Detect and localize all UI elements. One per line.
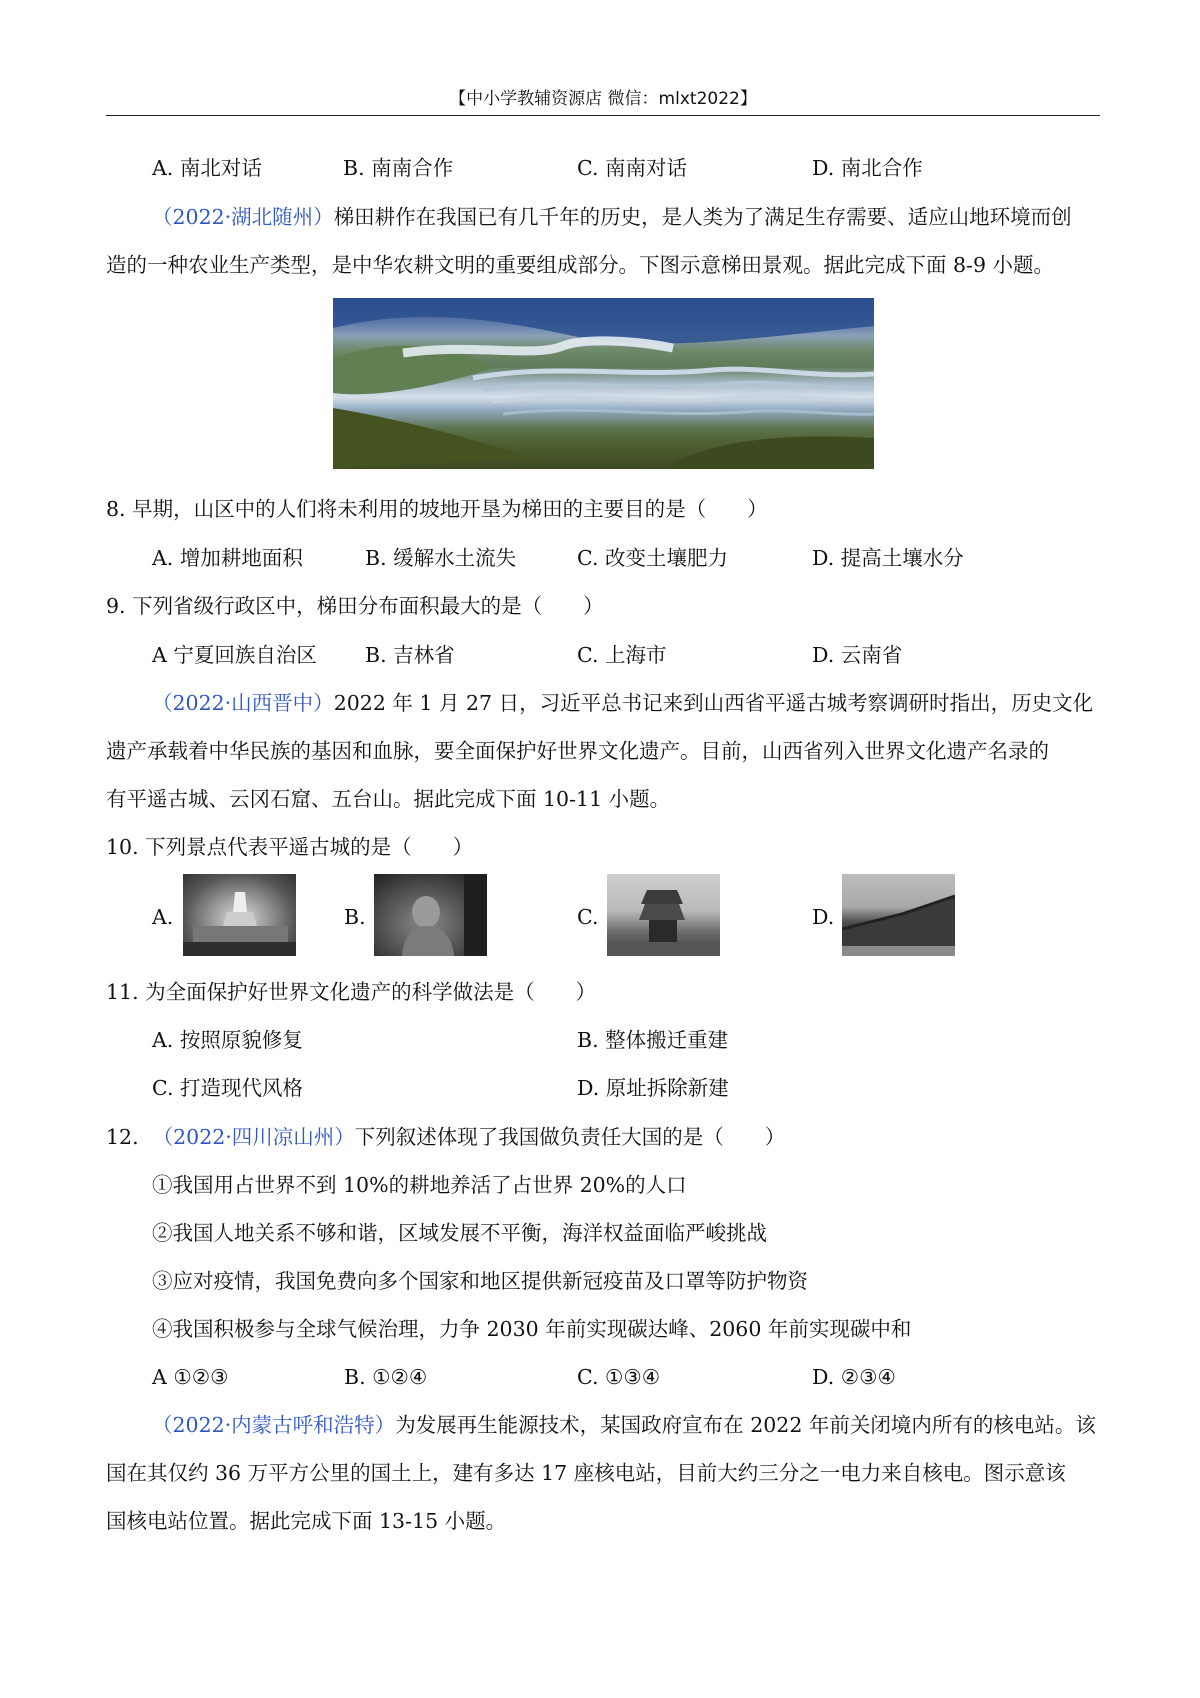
wooden-tower-image [607, 874, 720, 956]
intro-8-9-line-1: （2022·湖北随州）梯田耕作在我国已有几千年的历史，是人类为了满足生存需要、适应山地环境而创 [152, 205, 1072, 229]
q12-stem: 12. （2022·四川凉山州）下列叙述体现了我国做负责任大国的是（ ） [106, 1125, 786, 1149]
q9-option-a: A 宁夏回族自治区 [152, 643, 317, 667]
header-divider [106, 115, 1100, 116]
intro-8-9-source: （2022·湖北随州） [152, 205, 334, 229]
q7-option-c: C. 南南对话 [577, 156, 687, 180]
q8-option-d: D. 提高土壤水分 [812, 546, 964, 570]
q8-option-c: C. 改变土壤肥力 [577, 546, 728, 570]
q11-option-d: D. 原址拆除新建 [577, 1076, 729, 1100]
q11-stem: 11. 为全面保护好世界文化遗产的科学做法是（ ） [106, 980, 597, 1004]
q8-option-b: B. 缓解水土流失 [365, 546, 517, 570]
q12-item-3: ③应对疫情，我国免费向多个国家和地区提供新冠疫苗及口罩等防护物资 [152, 1269, 808, 1293]
intro-13-15-source: （2022·内蒙古呼和浩特） [152, 1413, 396, 1437]
q12-option-b: B. ①②④ [344, 1365, 428, 1389]
intro-13-15-line-1: （2022·内蒙古呼和浩特）为发展再生能源技术，某国政府宣布在 2022 年前关闭境内所有的核电站。该 [152, 1413, 1096, 1437]
pagoda-temple-image [183, 874, 296, 956]
q9-option-b: B. 吉林省 [365, 643, 455, 667]
q10-stem: 10. 下列景点代表平遥古城的是（ ） [106, 835, 474, 859]
q9-option-c: C. 上海市 [577, 643, 667, 667]
terrace-landscape-photo [333, 298, 874, 469]
q10-option-c-label: C. [577, 905, 599, 929]
q7-option-d: D. 南北合作 [812, 156, 923, 180]
q10-option-a-label: A. [152, 905, 174, 929]
intro-8-9-line-2: 造的一种农业生产类型，是中华农耕文明的重要组成部分。下图示意梯田景观。据此完成下面 8-9 小题。 [106, 253, 1055, 277]
q10-option-a-photo [183, 874, 296, 956]
q11-option-b: B. 整体搬迁重建 [577, 1028, 729, 1052]
page-header: 【中小学教辅资源店 微信：mlxt2022】 [449, 89, 757, 109]
q12-item-1: ①我国用占世界不到 10%的耕地养活了占世界 20%的人口 [152, 1173, 687, 1197]
ancient-city-wall-image [842, 874, 955, 956]
q7-option-a: A. 南北对话 [152, 156, 262, 180]
q12-item-4: ④我国积极参与全球气候治理，力争 2030 年前实现碳达峰、2060 年前实现碳中和 [152, 1317, 912, 1341]
q7-option-b: B. 南南合作 [343, 156, 454, 180]
q12-source: （2022·四川凉山州） [152, 1125, 355, 1149]
q12-number: 12. [106, 1125, 139, 1149]
q8-stem: 8. 早期，山区中的人们将未利用的坡地开垦为梯田的主要目的是（ ） [106, 497, 768, 521]
q10-option-b-label: B. [344, 905, 366, 929]
intro-10-11-line-2: 遗产承载着中华民族的基因和血脉，要全面保护好世界文化遗产。目前，山西省列入世界文化遗产名录的 [106, 739, 1049, 763]
q11-option-a: A. 按照原貌修复 [152, 1028, 303, 1052]
intro-13-15-line-2: 国在其仅约 36 万平方公里的国土上，建有多达 17 座核电站，目前大约三分之一电力来自核电。图示意该 [106, 1461, 1066, 1485]
q12-option-d: D. ②③④ [812, 1365, 896, 1389]
q10-option-b-photo [374, 874, 487, 956]
q9-option-d: D. 云南省 [812, 643, 903, 667]
terrace-photo-art [333, 298, 874, 469]
q10-option-d-label: D. [812, 905, 835, 929]
q10-option-d-photo [842, 874, 955, 956]
q9-stem: 9. 下列省级行政区中，梯田分布面积最大的是（ ） [106, 594, 604, 618]
intro-13-15-line-3: 国核电站位置。据此完成下面 13-15 小题。 [106, 1509, 507, 1533]
grotto-buddha-image [374, 874, 487, 956]
q8-option-a: A. 增加耕地面积 [152, 546, 303, 570]
q12-item-2: ②我国人地关系不够和谐，区域发展不平衡，海洋权益面临严峻挑战 [152, 1221, 767, 1245]
intro-10-11-line-3: 有平遥古城、云冈石窟、五台山。据此完成下面 10-11 小题。 [106, 787, 671, 811]
intro-10-11-line-1: （2022·山西晋中）2022 年 1 月 27 日，习近平总书记来到山西省平遥古城考察调研时指出，历史文化 [152, 691, 1094, 715]
q12-option-a: A ①②③ [152, 1365, 229, 1389]
q12-option-c: C. ①③④ [577, 1365, 661, 1389]
intro-10-11-source: （2022·山西晋中） [152, 691, 334, 715]
q11-option-c: C. 打造现代风格 [152, 1076, 303, 1100]
q10-option-c-photo [607, 874, 720, 956]
